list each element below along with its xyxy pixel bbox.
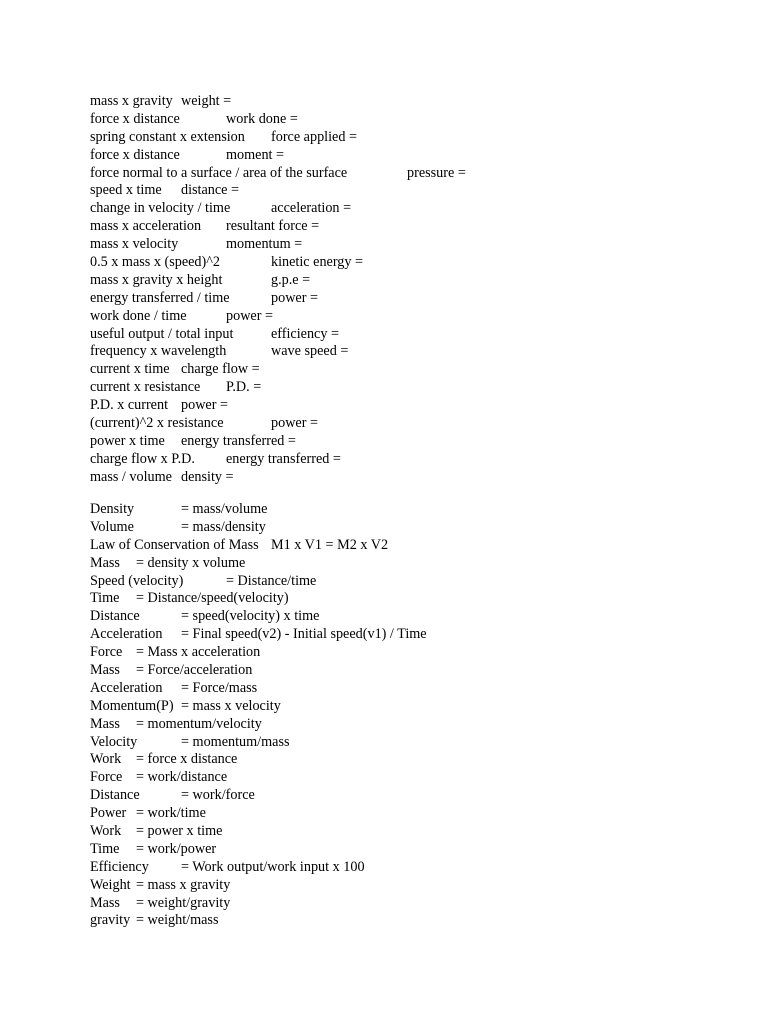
formula-line xyxy=(90,308,750,326)
formula-quantity: power = xyxy=(181,397,229,414)
formula-quantity: density = xyxy=(181,468,234,485)
formula-line xyxy=(90,129,750,147)
formula-definition: = density x volume xyxy=(136,554,246,571)
formula-expression: force normal to a surface / area of the surface xyxy=(90,164,348,181)
formula-term: Power xyxy=(90,805,127,822)
formula-expression: mass x acceleration xyxy=(90,218,202,235)
formula-definition: = Work output/work input x 100 xyxy=(181,858,365,875)
formula-term: Mass xyxy=(90,662,120,679)
formula-line xyxy=(90,218,750,236)
formula-definition: = work/power xyxy=(136,840,217,857)
formula-term: Law of Conservation of Mass xyxy=(90,536,259,553)
formula-term: Acceleration xyxy=(90,679,163,696)
formula-term: Work xyxy=(90,823,122,840)
formula-line xyxy=(90,469,750,487)
formula-definition: = Mass x acceleration xyxy=(136,644,261,661)
formula-line xyxy=(90,573,750,591)
formula-definition: = Distance/speed(velocity) xyxy=(136,590,289,607)
formula-line xyxy=(90,290,750,308)
formula-quantity: kinetic energy = xyxy=(271,254,364,271)
formula-quantity: work done = xyxy=(226,110,298,127)
formula-expression: mass x velocity xyxy=(90,236,179,253)
formula-quantity: power = xyxy=(226,307,274,324)
formula-line xyxy=(90,501,750,519)
formula-line xyxy=(90,537,750,555)
formula-expression: current x resistance xyxy=(90,379,201,396)
formula-expression: force x distance xyxy=(90,146,180,163)
formula-line xyxy=(90,111,750,129)
formula-line xyxy=(90,787,750,805)
formula-line xyxy=(90,751,750,769)
formula-line xyxy=(90,769,750,787)
formula-line xyxy=(90,415,750,433)
formula-line xyxy=(90,343,750,361)
formula-definition: = power x time xyxy=(136,823,223,840)
formula-line xyxy=(90,626,750,644)
formula-term: Mass xyxy=(90,554,120,571)
formula-line xyxy=(90,912,750,930)
formula-expression: change in velocity / time xyxy=(90,200,231,217)
formula-definition: = work/distance xyxy=(136,769,228,786)
formula-term: Acceleration xyxy=(90,626,163,643)
formula-expression: spring constant x extension xyxy=(90,128,245,145)
formula-definition: = mass x velocity xyxy=(181,697,281,714)
formula-definition: = Force/acceleration xyxy=(136,662,253,679)
formula-quantity: weight = xyxy=(181,93,232,109)
formula-term: Mass xyxy=(90,715,120,732)
formula-line xyxy=(90,555,750,573)
formula-line xyxy=(90,326,750,344)
formula-line xyxy=(90,93,750,111)
formula-quantity: force applied = xyxy=(271,128,357,145)
formula-line xyxy=(90,165,750,183)
formula-definition: = momentum/mass xyxy=(181,733,290,750)
formula-line xyxy=(90,361,750,379)
formula-quantity: power = xyxy=(271,289,319,306)
formula-definition: = force x distance xyxy=(136,751,238,768)
formula-expression: P.D. x current xyxy=(90,397,169,414)
formula-line xyxy=(90,734,750,752)
formula-line xyxy=(90,716,750,734)
formula-line xyxy=(90,877,750,895)
formula-expression: energy transferred / time xyxy=(90,289,230,306)
formula-definition: = mass/density xyxy=(181,518,266,535)
formula-line xyxy=(90,254,750,272)
formula-line xyxy=(90,644,750,662)
formula-term: Speed (velocity) xyxy=(90,572,184,589)
formula-expression: speed x time xyxy=(90,182,162,199)
formula-line xyxy=(90,805,750,823)
formula-line xyxy=(90,823,750,841)
formula-line xyxy=(90,859,750,877)
formula-expression: 0.5 x mass x (speed)^2 xyxy=(90,254,220,271)
formula-expression: charge flow x P.D. xyxy=(90,450,195,467)
formula-expression: (current)^2 x resistance xyxy=(90,415,224,432)
formula-line xyxy=(90,662,750,680)
formula-line xyxy=(90,841,750,859)
formula-expression: mass x gravity xyxy=(90,93,173,109)
formula-line xyxy=(90,433,750,451)
formula-line xyxy=(90,895,750,913)
formula-expression: work done / time xyxy=(90,307,187,324)
formula-definition: = speed(velocity) x time xyxy=(181,608,320,625)
formula-term: Volume xyxy=(90,518,134,535)
formula-quantity: distance = xyxy=(181,182,240,199)
formula-term: Distance xyxy=(90,608,140,625)
formula-term: Time xyxy=(90,590,120,607)
formula-definition: = momentum/velocity xyxy=(136,715,262,732)
formula-list-section-2 xyxy=(90,501,750,930)
formula-quantity: resultant force = xyxy=(226,218,320,235)
formula-line xyxy=(90,519,750,537)
formula-quantity: power = xyxy=(271,415,319,432)
formula-line xyxy=(90,379,750,397)
formula-line xyxy=(90,451,750,469)
formula-quantity: charge flow = xyxy=(181,361,260,378)
formula-definition: M1 x V1 = M2 x V2 xyxy=(271,536,389,553)
formula-quantity: P.D. = xyxy=(226,379,262,396)
formula-line xyxy=(90,590,750,608)
formula-quantity: momentum = xyxy=(226,236,303,253)
formula-definition: = mass/volume xyxy=(181,501,268,517)
formula-term: gravity xyxy=(90,912,131,929)
formula-line xyxy=(90,272,750,290)
formula-quantity: pressure = xyxy=(407,164,466,181)
formula-expression: force x distance xyxy=(90,110,180,127)
formula-line xyxy=(90,698,750,716)
formula-expression: current x time xyxy=(90,361,170,378)
formula-line xyxy=(90,680,750,698)
formula-term: Time xyxy=(90,840,120,857)
formula-definition: = weight/gravity xyxy=(136,894,231,911)
formula-list-section-1 xyxy=(90,93,750,487)
formula-expression: useful output / total input xyxy=(90,325,234,342)
formula-expression: mass / volume xyxy=(90,468,172,485)
formula-line xyxy=(90,397,750,415)
formula-term: Momentum(P) xyxy=(90,697,174,714)
formula-line xyxy=(90,182,750,200)
formula-term: Mass xyxy=(90,894,120,911)
formula-term: Velocity xyxy=(90,733,138,750)
formula-definition: = mass x gravity xyxy=(136,876,231,893)
formula-line xyxy=(90,147,750,165)
formula-term: Work xyxy=(90,751,122,768)
formula-quantity: acceleration = xyxy=(271,200,352,217)
formula-expression: frequency x wavelength xyxy=(90,343,227,360)
formula-expression: mass x gravity x height xyxy=(90,271,223,288)
formula-term: Efficiency xyxy=(90,858,149,875)
formula-term: Weight xyxy=(90,876,131,893)
formula-term: Density xyxy=(90,501,135,517)
formula-term: Force xyxy=(90,644,123,661)
formula-expression: power x time xyxy=(90,432,165,449)
formula-quantity: g.p.e = xyxy=(271,271,311,288)
formula-term: Distance xyxy=(90,787,140,804)
formula-definition: = work/time xyxy=(136,805,206,822)
formula-definition: = weight/mass xyxy=(136,912,219,929)
formula-quantity: efficiency = xyxy=(271,325,340,342)
formula-definition: = Final speed(v2) - Initial speed(v1) / Time xyxy=(181,626,427,643)
formula-term: Force xyxy=(90,769,123,786)
formula-definition: = work/force xyxy=(181,787,255,804)
formula-line xyxy=(90,608,750,626)
formula-line xyxy=(90,200,750,218)
formula-quantity: wave speed = xyxy=(271,343,349,360)
formula-definition: = Force/mass xyxy=(181,679,258,696)
formula-definition: = Distance/time xyxy=(226,572,317,589)
formula-quantity: moment = xyxy=(226,146,285,163)
formula-quantity: energy transferred = xyxy=(181,432,296,449)
formula-line xyxy=(90,236,750,254)
formula-quantity: energy transferred = xyxy=(226,450,341,467)
